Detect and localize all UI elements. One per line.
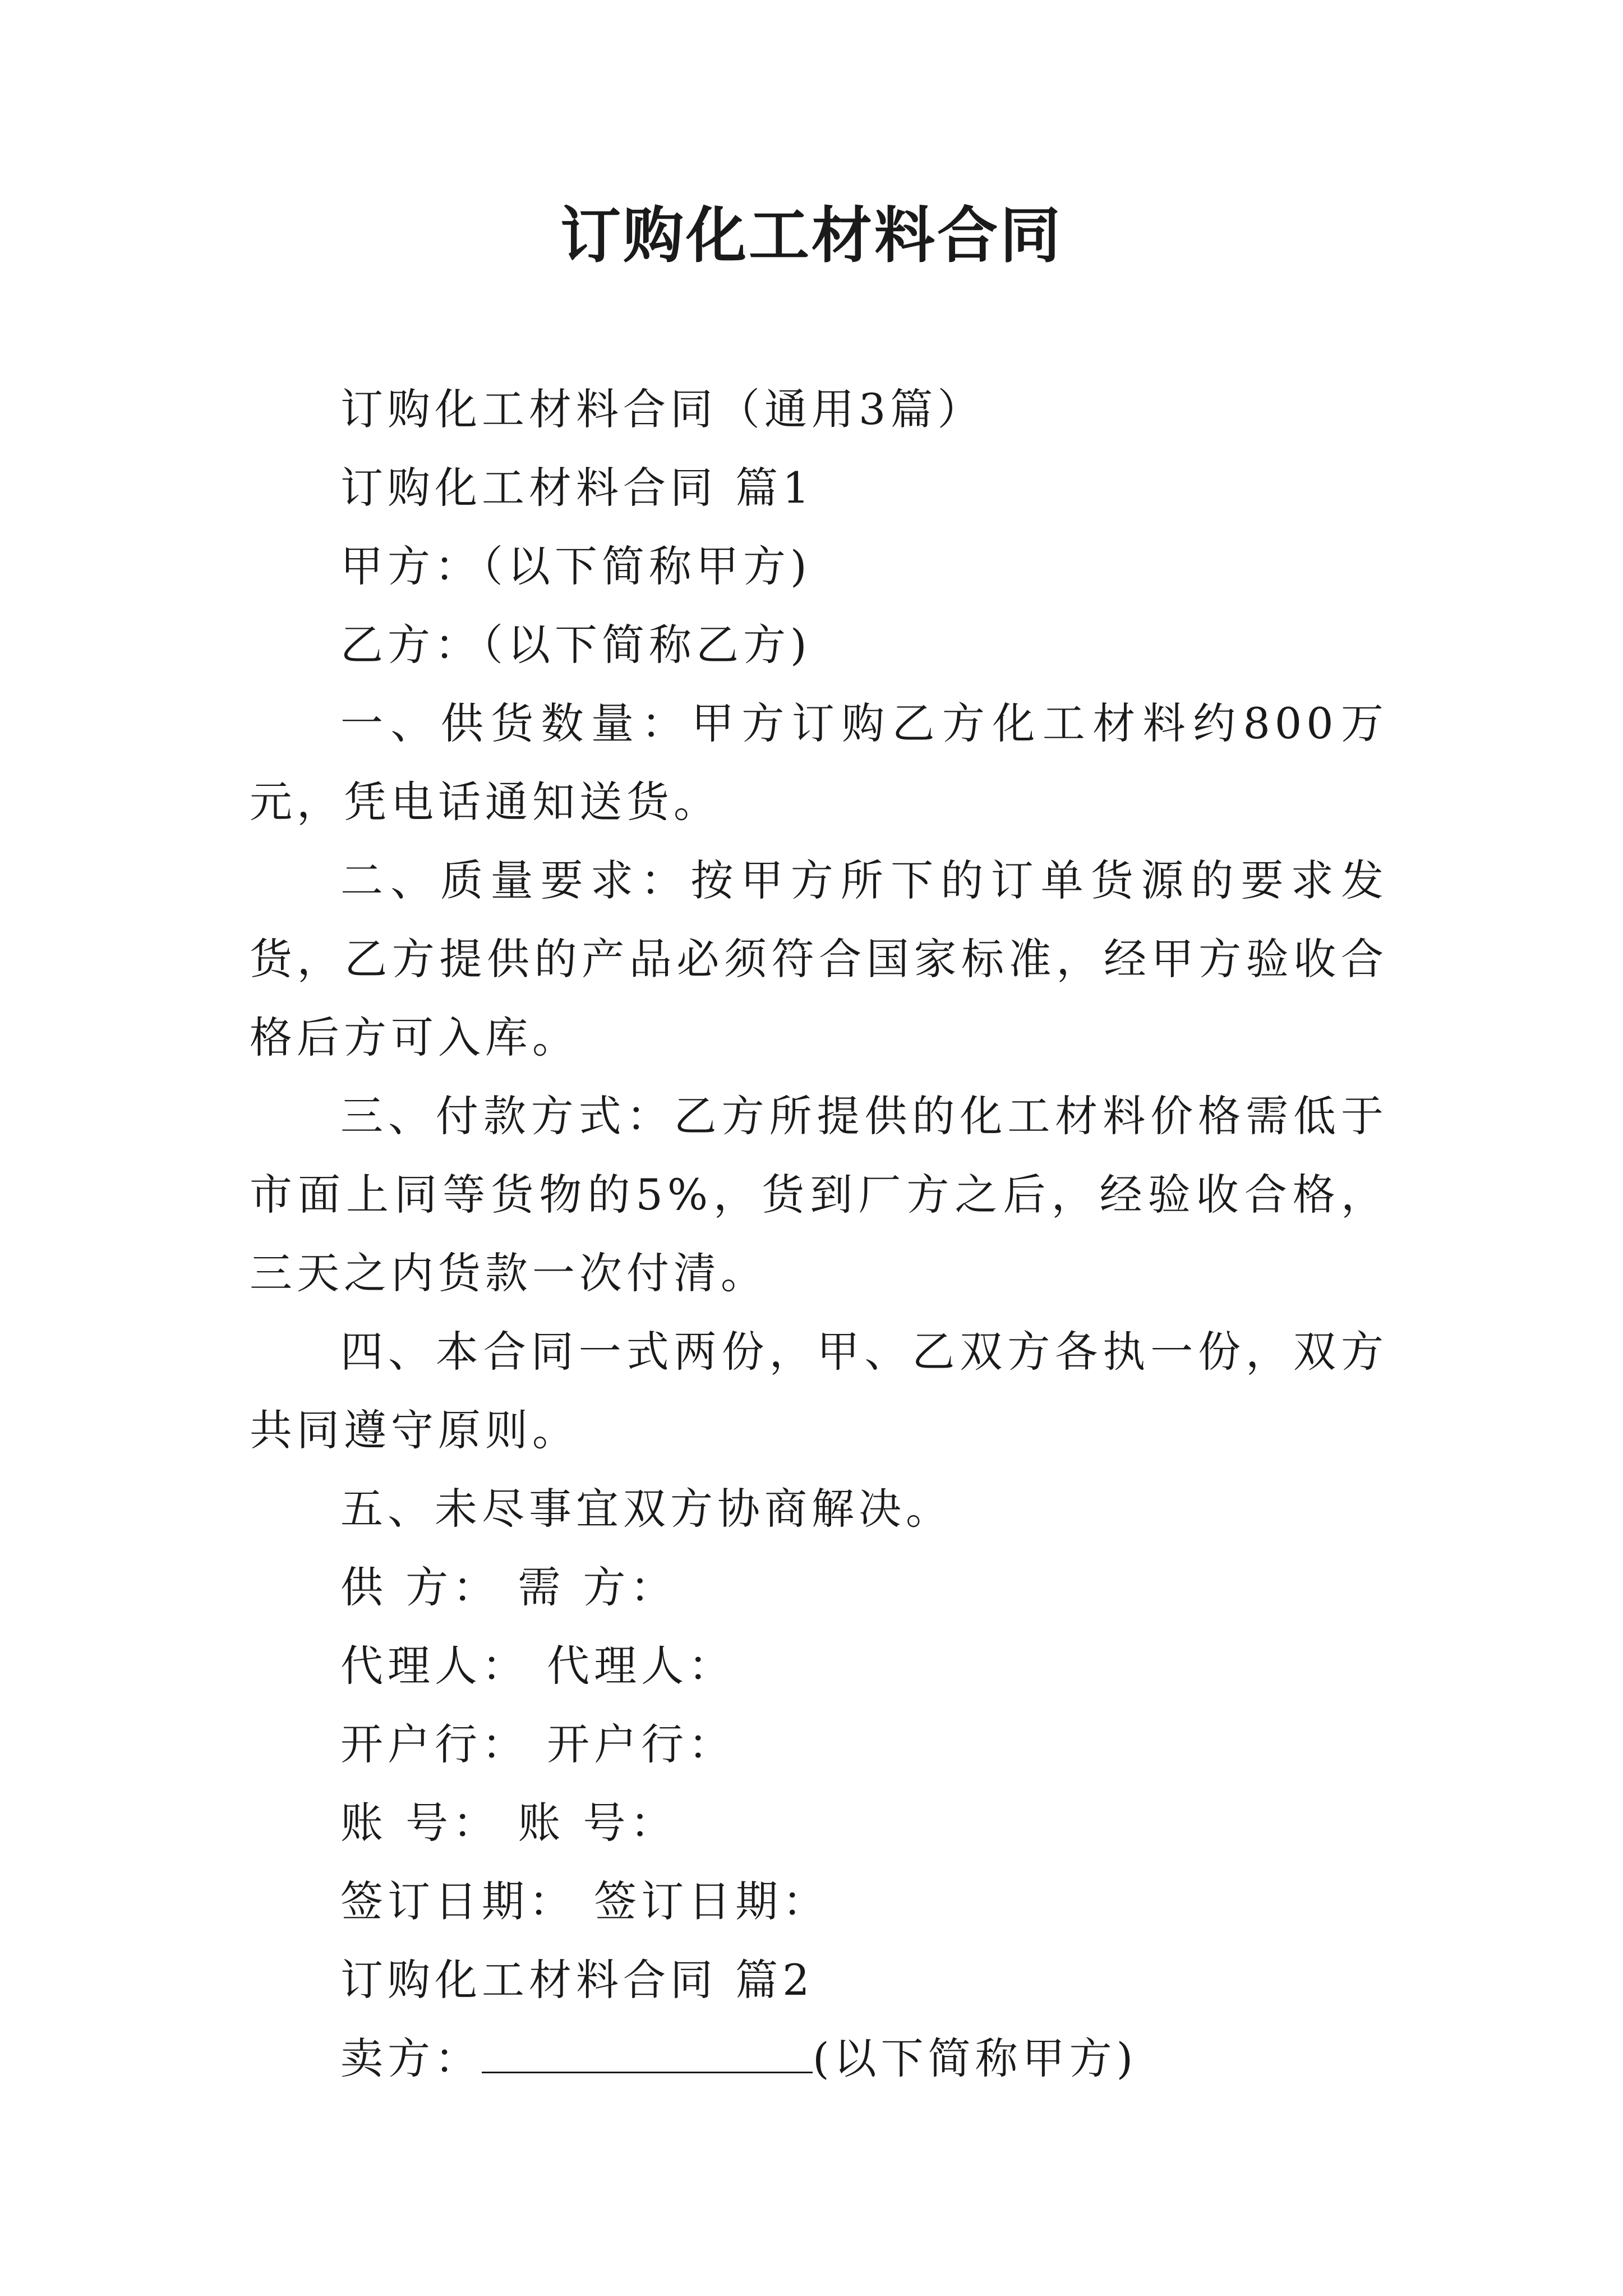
clause-payment: 三、付款方式：乙方所提供的化工材料价格需低于市面上同等货物的5%，货到厂方之后，经验收合格，三天之内货款一次付清。 [250,1091,1388,1298]
party-a-line: 甲方：（以下简称甲方) [340,541,811,591]
section-heading-1: 订购化工材料合同 篇1 [340,463,814,513]
seller-blank-field [482,2032,813,2073]
clause-copies: 四、本合同一式两份，甲、乙双方各执一份，双方共同遵守原则。 [250,1327,1388,1455]
clause-other: 五、未尽事宜双方协商解决。 [340,1484,953,1534]
seller-label: 卖方： [340,2033,482,2083]
seller-suffix: (以下简称甲方) [813,2033,1138,2083]
seller-line [250,2019,1388,2098]
document-title: 订购化工材料合同 [560,200,1063,271]
signature-bank-line: 开户行： 开户行： [340,1719,736,1769]
clause-quality: 二、质量要求：按甲方所下的订单货源的要求发货，乙方提供的产品必须符合国家标准，经甲方验收合格后方可入库。 [250,855,1388,1062]
subtitle-line: 订购化工材料合同（通用3篇） [340,384,985,434]
party-b-line: 乙方：（以下简称乙方) [340,620,811,670]
signature-supplier-line: 供 方： 需 方： [340,1562,677,1612]
signature-date-line: 签订日期： 签订日期： [340,1876,830,1926]
clause-quantity: 一、供货数量：甲方订购乙方化工材料约800万元，凭电话通知送货。 [250,698,1388,827]
document-body [250,370,1388,2098]
signature-agent-line: 代理人： 代理人： [340,1641,736,1691]
section-heading-2: 订购化工材料合同 篇2 [340,1955,814,2005]
signature-account-line: 账 号： 账 号： [340,1798,677,1848]
